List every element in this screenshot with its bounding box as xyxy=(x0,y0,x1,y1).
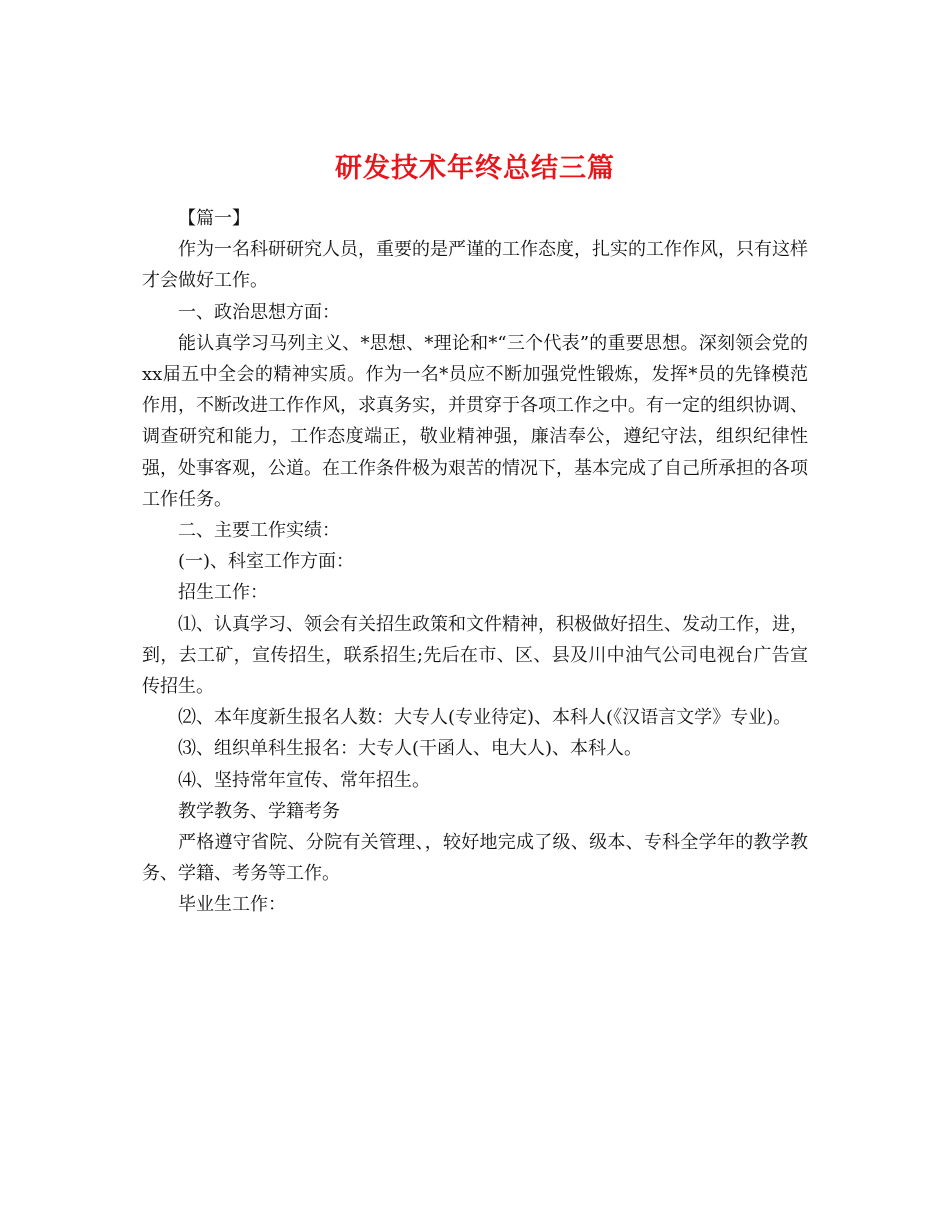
section-heading: 一、政治思想方面： xyxy=(178,301,340,323)
subsection-heading: 教学教务、学籍考务 xyxy=(178,800,340,822)
paragraph: 严格遵守省院、分院有关管理、，较好地完成了级、级本、专科全学年的教学教务、学籍、考务等工作。 xyxy=(142,832,808,885)
list-item: ⑴、认真学习、领会有关招生政策和文件精神，积极做好招生、发动工作，进，到，去工矿，宣传招生，联系招生;先后在市、区、县及川中油气公司电视台广告宣传招生。 xyxy=(142,613,808,698)
subsection-heading: 招生工作： xyxy=(178,582,268,604)
subsection-heading: (一)、科室工作方面： xyxy=(178,551,355,573)
paragraph: 能认真学习马列主义、*思想、*理论和*“三个代表”的重要思想。深刻领会党的xx届五中全会的精神实质。作为一名*员应不断加强党性锻炼，发挥*员的先锋模范作用，不断改进工作作风，求真务实，并贯穿于各项工作之中。有一定的组织协调、调查研究和能力，工作态度端正，敬业精神强，廉洁奉公，遵纪守法，组织纪律性强，处事客观，公道。在工作条件极为艰苦的情况下，基本完成了自己所承担的各项工作任务。 xyxy=(142,332,808,510)
document-body xyxy=(142,203,808,921)
list-item: ⑵、本年度新生报名人数：大专人(专业待定)、本科人(《汉语言文学》专业)。 xyxy=(178,707,792,729)
section-heading: 二、主要工作实绩： xyxy=(178,520,340,542)
document-title: 研发技术年终总结三篇 xyxy=(335,153,615,185)
list-item: ⑶、组织单科生报名：大专人(干函人、电大人)、本科人。 xyxy=(178,738,643,760)
paragraph: 作为一名科研研究人员，重要的是严谨的工作态度，扎实的工作作风，只有这样才会做好工作。 xyxy=(142,239,808,292)
paragraph: 【篇一】 xyxy=(178,208,250,229)
list-item: ⑷、坚持常年宣传、常年招生。 xyxy=(178,769,430,791)
subsection-heading: 毕业生工作： xyxy=(178,894,286,916)
